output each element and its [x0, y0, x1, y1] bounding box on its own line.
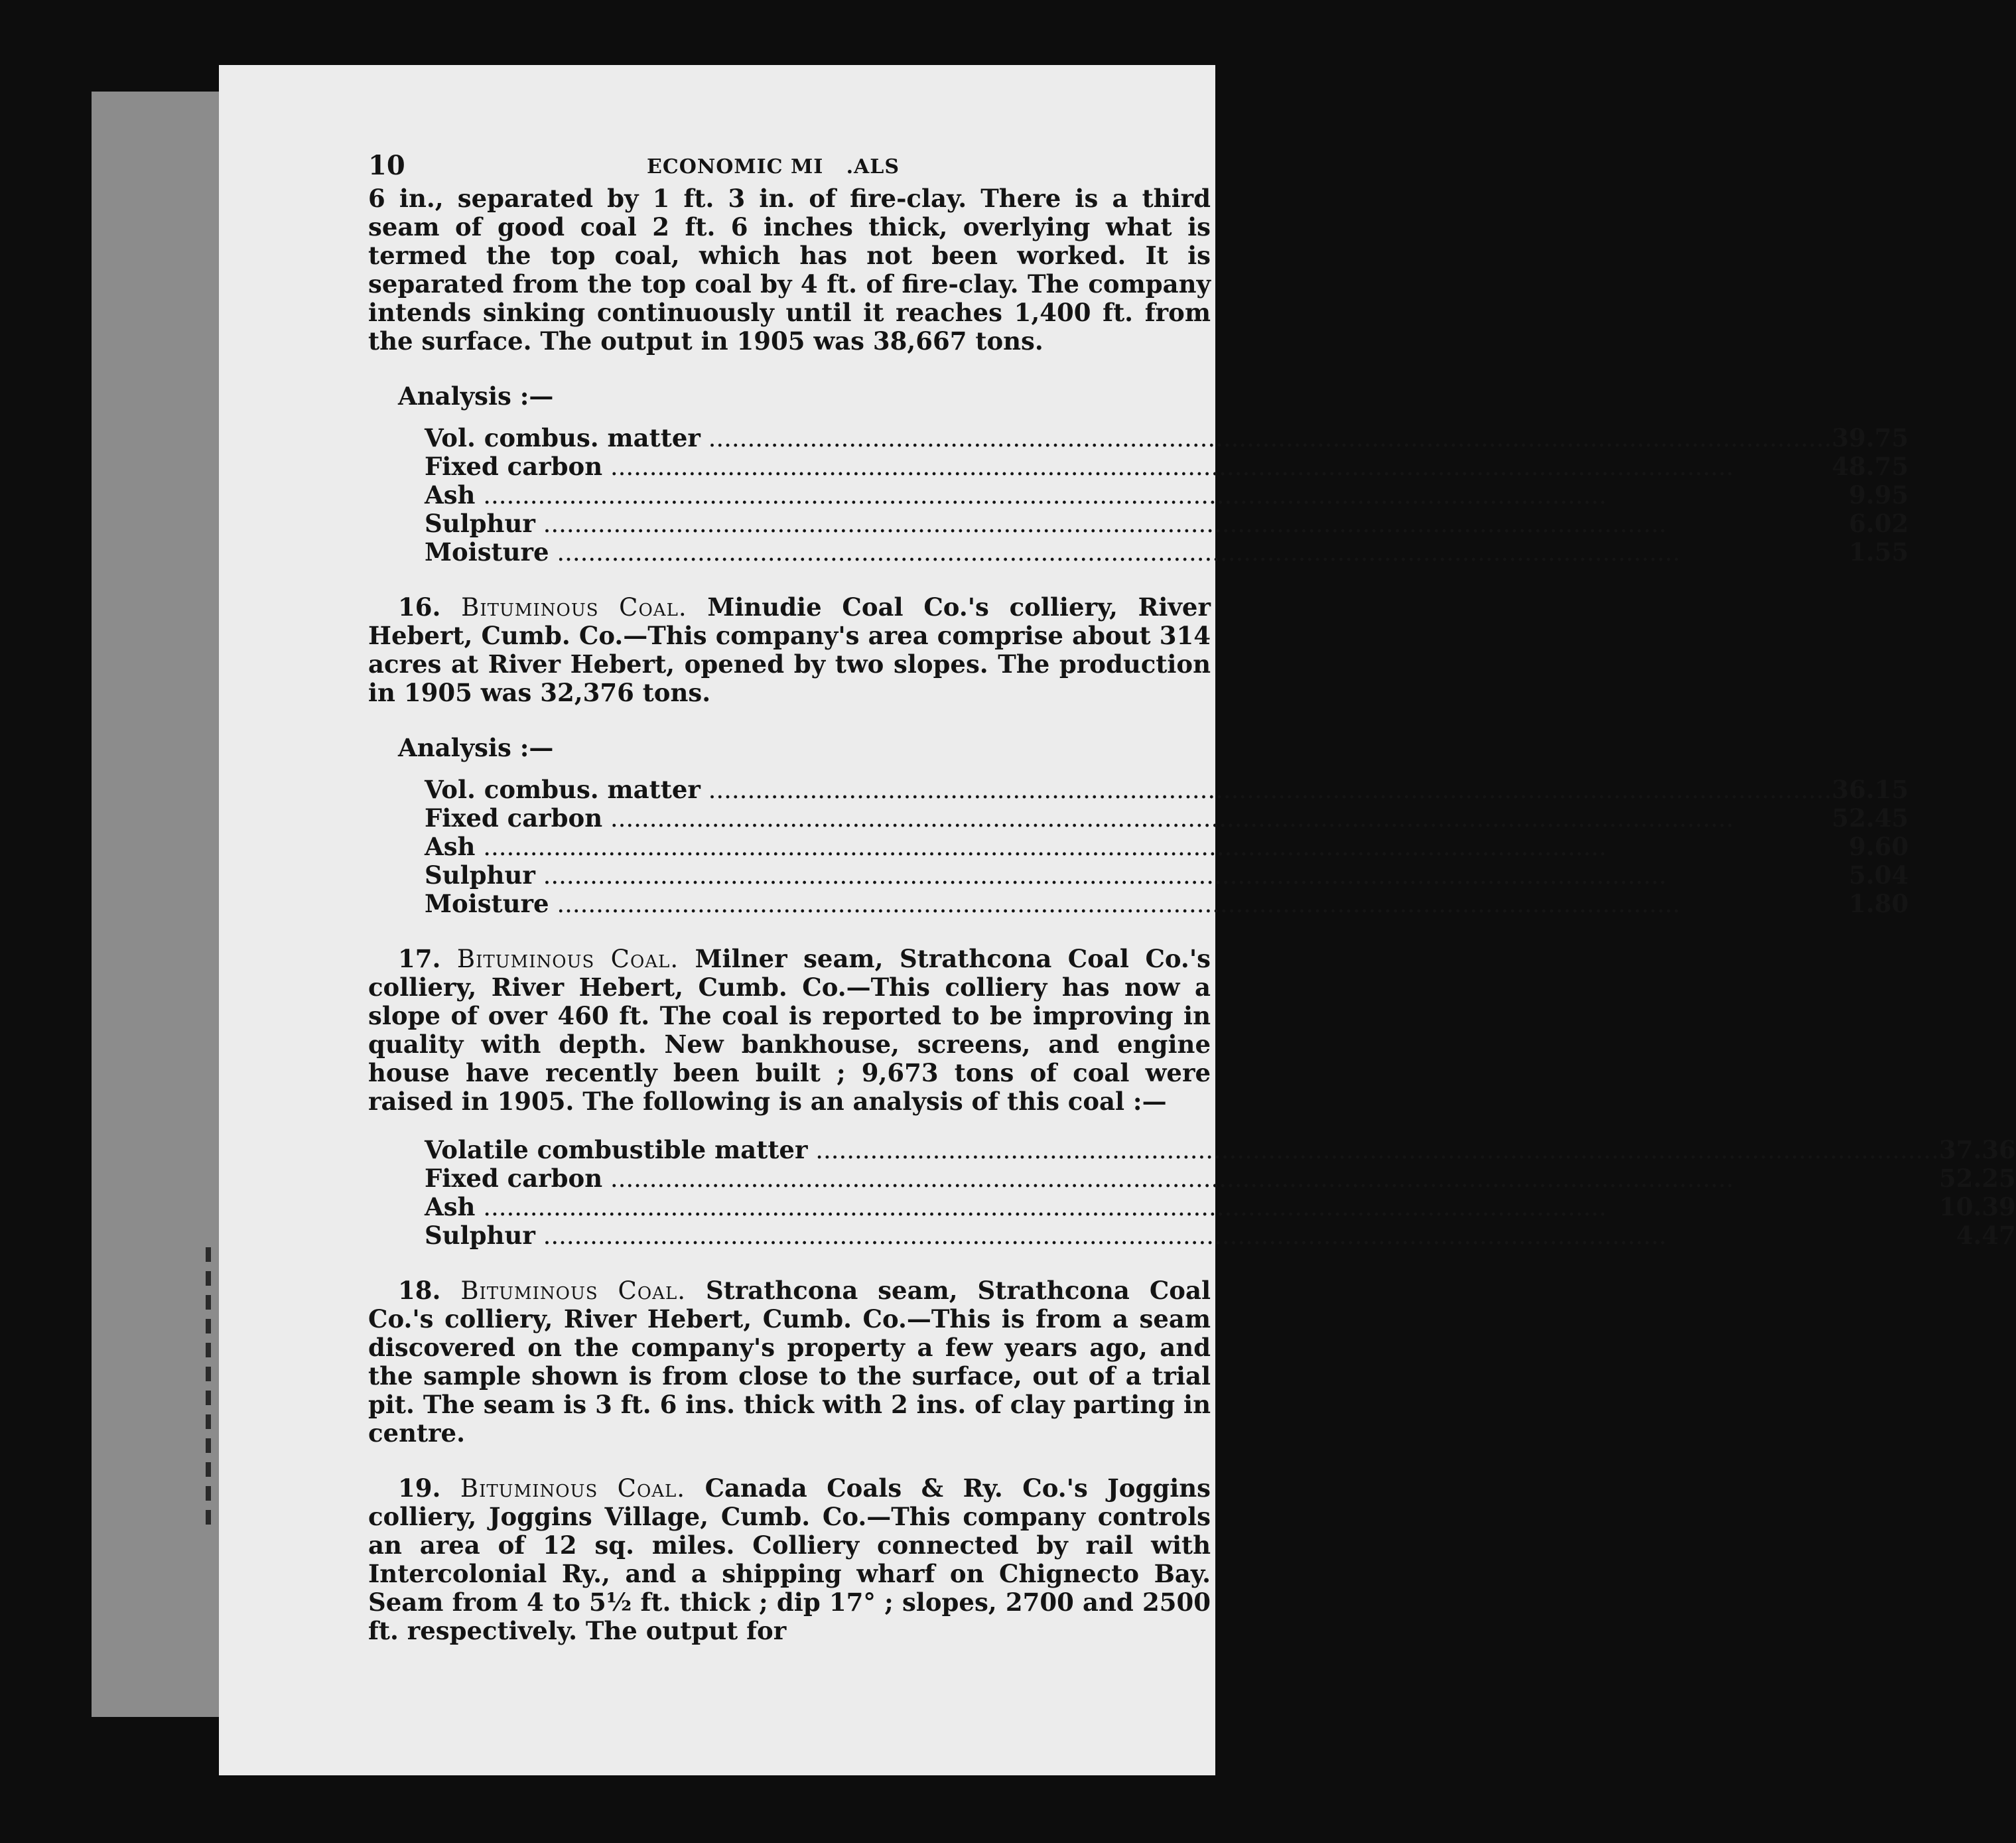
- analysis-label-text: Ash .....: [425, 480, 1607, 510]
- analysis-label-text: Moisture .....: [425, 889, 1680, 918]
- analysis-row-label: [425, 538, 1832, 567]
- analysis-row-label: [425, 481, 1832, 510]
- page-content: [368, 145, 2016, 1645]
- entry-number: 19.: [398, 1473, 441, 1503]
- analysis-row-label: [425, 1193, 1939, 1221]
- analysis-label-text: Ash .....: [425, 1192, 1607, 1221]
- analysis-label-text: Sulphur .....: [425, 860, 1666, 890]
- analysis-label-text: Vol. combus. matter .....: [425, 423, 1832, 452]
- back-page-binding-marks: [199, 1247, 219, 1678]
- coal-type: Bituminous Coal.: [460, 1276, 686, 1305]
- entry-text: Milner seam, Strathcona Coal Co.'s colliery, River Hebert, Cumb. Co.—This colliery has now a slope of over 460 ft. The coal is reported to be improving in quality with depth. New bankhouse, screens, and engine house have recently been built ; 9,673 tons of coal were raised in 1905. The following is an analysis of this coal :—: [368, 944, 1211, 1116]
- analysis-row-label: [425, 1136, 1939, 1164]
- paragraph-17: [368, 945, 1211, 1116]
- analysis-row-label: [425, 804, 1832, 833]
- document-page: [219, 65, 2016, 1775]
- analysis-label-text: Vol. combus. matter .....: [425, 775, 1832, 804]
- analysis-row-label: [425, 1221, 1939, 1250]
- analysis-row-value: 10.39: [1938, 1192, 2016, 1221]
- analysis-label-text: Volatile combustible matter .....: [425, 1135, 1939, 1164]
- analysis-row: [425, 510, 1909, 538]
- analysis-label-text: Ash .....: [425, 832, 1607, 861]
- analysis-row-value: 1.80: [1849, 889, 1909, 918]
- analysis-row-label: [425, 510, 1832, 538]
- analysis-row-label: [425, 1164, 1939, 1193]
- analysis-row-value: 1.55: [1849, 537, 1909, 567]
- coal-type: Bituminous Coal.: [460, 1474, 686, 1503]
- analysis-row-value: 36.15: [1832, 775, 1909, 804]
- analysis-row-value: 52.25: [1938, 1164, 2016, 1193]
- analysis-row-label: [425, 424, 1832, 452]
- analysis-row: [425, 776, 1909, 804]
- entry-text: Canada Coals & Ry. Co.'s Joggins colliery, Joggins Village, Cumb. Co.—This company controls an area of 12 sq. miles. Colliery connected by rail with Intercolonial Ry., and a shipping wharf on Chignecto Bay. Seam from 4 to 5½ ft. thick ; dip 17° ; slopes, 2700 and 2500 ft. respectively. The output for: [368, 1473, 1211, 1645]
- analysis-row-value: 52.45: [1832, 803, 1909, 833]
- analysis-row-label: [425, 776, 1832, 804]
- analysis-label-text: Moisture .....: [425, 537, 1680, 567]
- analysis-row: [425, 1193, 2016, 1221]
- analysis-table-2: [425, 776, 1909, 918]
- analysis-row-label: [425, 452, 1832, 481]
- entry-text: Minudie Coal Co.'s colliery, River Hebert, Cumb. Co.—This company's area comprise about 314 acres at River Hebert, opened by two slopes. The production in 1905 was 32,376 tons.: [368, 592, 1211, 707]
- analysis-row: [425, 481, 1909, 510]
- analysis-table-1: [425, 424, 1909, 567]
- analysis-row: [425, 1136, 2016, 1164]
- running-head: [368, 145, 1211, 184]
- analysis-row-value: 39.75: [1832, 423, 1909, 452]
- analysis-row: [425, 890, 1909, 918]
- entry-number: 16.: [398, 592, 441, 622]
- analysis-row-value: 37.36: [1938, 1135, 2016, 1164]
- coal-type: Bituminous Coal.: [456, 945, 679, 973]
- analysis-row-value: 5.04: [1849, 860, 1909, 890]
- analysis-row: [425, 1164, 2016, 1193]
- page-number: 10: [368, 150, 405, 181]
- analysis-row-value: 9.60: [1849, 832, 1909, 861]
- entry-number: 18.: [398, 1276, 441, 1305]
- analysis-row-label: [425, 833, 1832, 861]
- analysis-label-2: Analysis :—: [398, 733, 554, 762]
- analysis-label-text: Fixed carbon .....: [425, 452, 1734, 481]
- coal-type: Bituminous Coal.: [461, 593, 687, 622]
- analysis-row-label: [425, 861, 1832, 890]
- analysis-table-3: [425, 1136, 2016, 1250]
- analysis-row-value: 6.02: [1849, 509, 1909, 538]
- analysis-row: [425, 861, 1909, 890]
- analysis-row: [425, 804, 1909, 833]
- page-header-right: .ALS: [846, 155, 900, 178]
- analysis-row: [425, 424, 1909, 452]
- paragraph-18: [368, 1276, 1211, 1448]
- paragraph-16: [368, 593, 1211, 707]
- analysis-label-text: Fixed carbon .....: [425, 803, 1734, 833]
- entry-number: 17.: [398, 944, 441, 973]
- page-header-left: ECONOMIC MI: [647, 155, 824, 178]
- analysis-row-value: 48.75: [1832, 452, 1909, 481]
- analysis-row: [425, 452, 1909, 481]
- analysis-label-text: Sulphur .....: [425, 1221, 1666, 1250]
- analysis-label-1: Analysis :—: [398, 381, 554, 411]
- paragraph-continuation: 6 in., separated by 1 ft. 3 in. of fire-clay. There is a third seam of good coal 2 ft. 6 inches thick, overlying what is termed the top coal, which has not been worked. It is separated from the top coal by 4 ft. of fire-clay. The company intends sinking continuously until it reaches 1,400 ft. from the surface. The output in 1905 was 38,667 tons.: [368, 184, 1211, 356]
- analysis-label-text: Sulphur .....: [425, 509, 1666, 538]
- analysis-row-value: 9.95: [1849, 480, 1909, 510]
- analysis-row-value: 4.47: [1956, 1221, 2016, 1250]
- analysis-row: [425, 538, 1909, 567]
- paragraph-19: [368, 1474, 1211, 1645]
- analysis-row-label: [425, 890, 1832, 918]
- analysis-row: [425, 1221, 2016, 1250]
- analysis-row: [425, 833, 1909, 861]
- entry-text: Strathcona seam, Strathcona Coal Co.'s colliery, River Hebert, Cumb. Co.—This is from a seam discovered on the company's property a few years ago, and the sample shown is from close to the surface, out of a trial pit. The seam is 3 ft. 6 ins. thick with 2 ins. of clay parting in centre.: [368, 1276, 1211, 1448]
- analysis-label-text: Fixed carbon .....: [425, 1164, 1734, 1193]
- page-header: [647, 153, 900, 181]
